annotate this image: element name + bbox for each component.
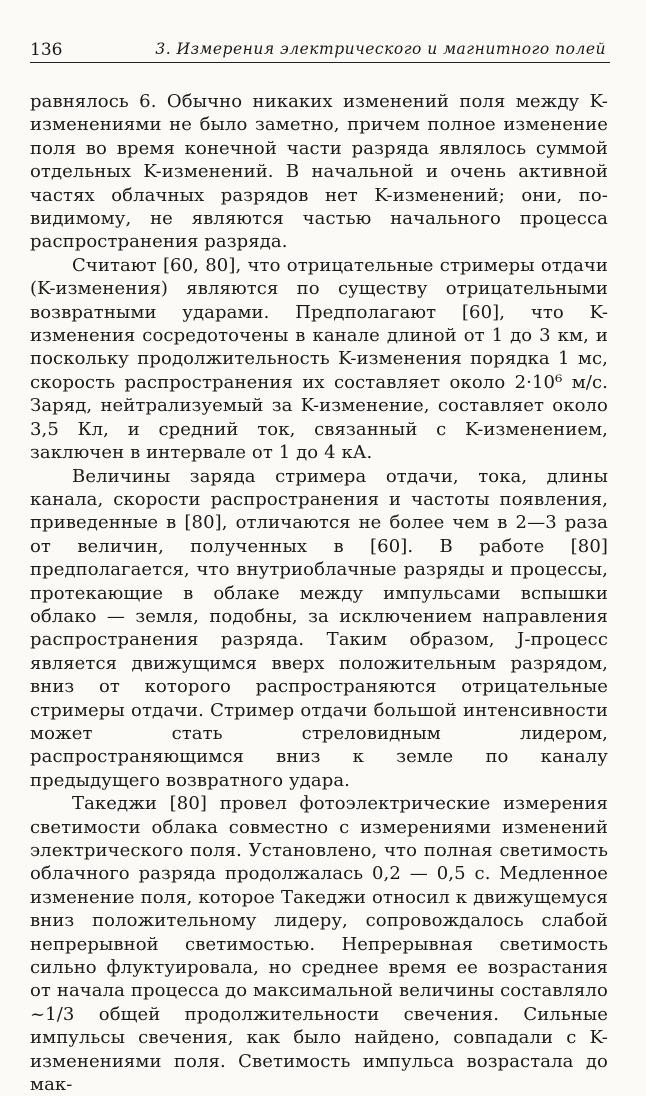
body-text <box>30 90 608 1096</box>
running-title: 3. Измерения электрического и магнитного полей <box>155 40 606 58</box>
paragraph-2: Считают [60, 80], что отрицательные стримеры отдачи (K-изменения) являются по существу отрицательными возвратными ударами. Предполагают [60], что K-изменения сосредоточены в канале длиной от 1 до 3 км, и поскольку продолжительность K-изменения порядка 1 мс, скорость распространения их составляет около 2·10⁶ м/с. Заряд, нейтрализуемый за K-изменение, составляет около 3,5 Кл, и средний ток, связанный с K-изменением, заключен в интервале от 1 до 4 кА. <box>30 254 608 464</box>
running-header <box>30 38 610 63</box>
paragraph-1: равнялось 6. Обычно никаких изменений поля между K-изменениями не было заметно, причем полное изменение поля во время конечной части разряда являлось суммой отдельных K-изменений. В начальной и очень активной частях облачных разрядов нет K-изменений; они, по-видимому, не являются частью начального процесса распространения разряда. <box>30 91 608 253</box>
paragraph-3: Величины заряда стримера отдачи, тока, длины канала, скорости распространения и частоты появления, приведенные в [80], отличаются не более чем в 2—3 раза от величин, полученных в [60]. В работе [80] предполагается, что внутриоблачные разряды и процессы, протекающие в облаке между импульсами вспышки облако — земля, подобны, за исключением направления распространения разряда. Таким образом, J-процесс является движущимся вверх положительным разрядом, вниз от которого распространяются отрицательные стримеры отдачи. Стример отдачи большой интенсивности может стать стреловидным лидером, распространяющимся вниз к земле по каналу предыдущего возвратного удара. <box>30 465 608 791</box>
page-number: 136 <box>30 40 63 60</box>
paragraph-4: Такеджи [80] провел фотоэлектрические измерения светимости облака совместно с измерениями изменений электрического поля. Установлено, что полная светимость облачного разряда продолжалась 0,2 — 0,5 с. Медленное изменение поля, которое Такеджи относил к движущемуся вниз положительному лидеру, сопровождалось слабой непрерывной светимостью. Непрерывная светимость сильно флуктуировала, но среднее время ее возрастания от начала процесса до максимальной величины составляло ~1/3 общей продолжительности свечения. Сильные импульсы свечения, как было найдено, совпадали с K-изменениями поля. Светимость импульса возрастала до мак- <box>30 793 608 1096</box>
